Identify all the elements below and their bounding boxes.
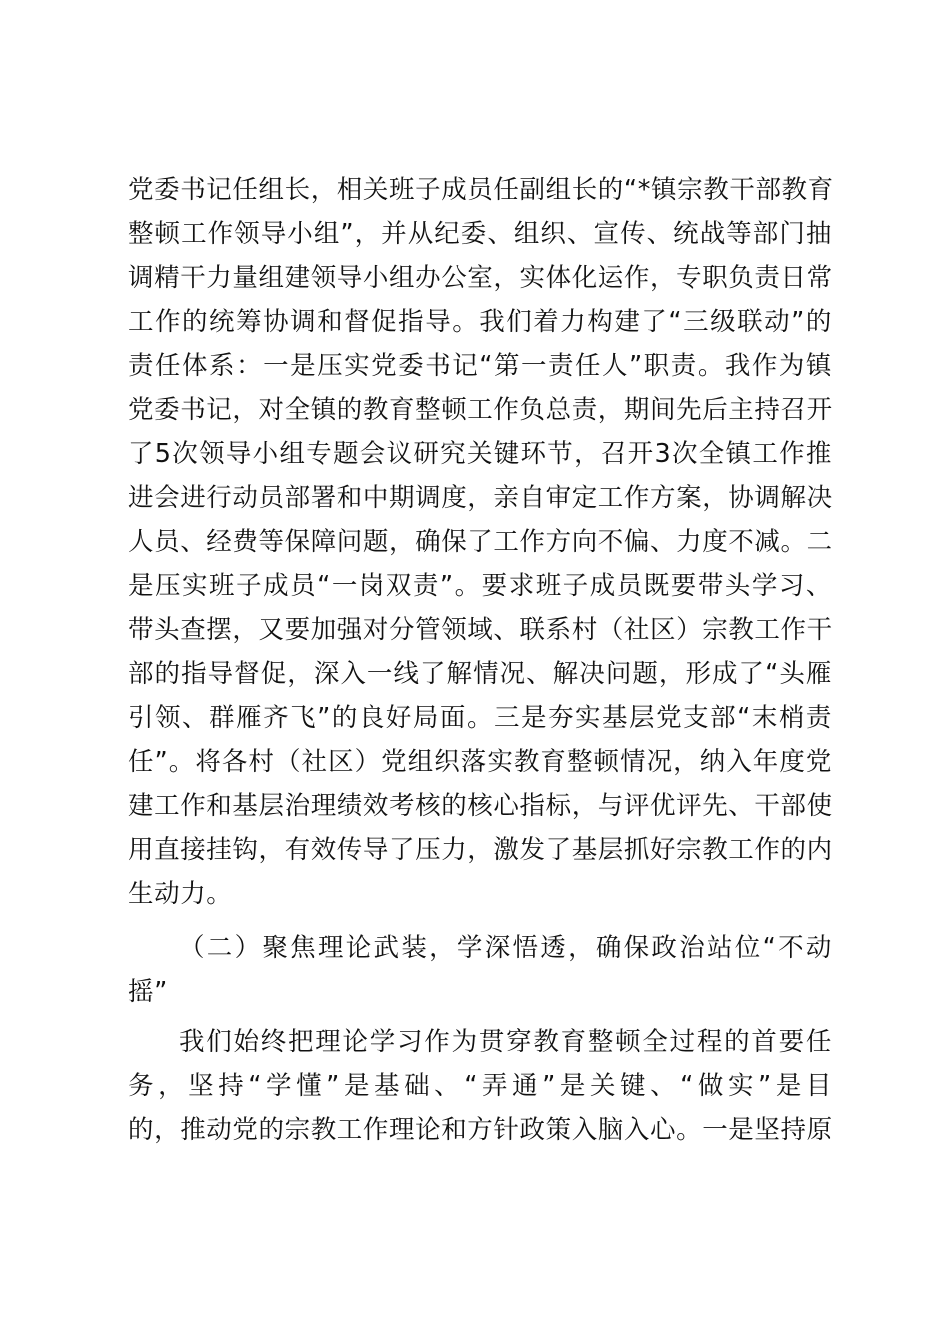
text-line: 任”。将各村（社区）党组织落实教育整顿情况，纳入年度党: [128, 747, 832, 777]
text-line: 生动力。: [128, 879, 233, 909]
document-body: [128, 168, 832, 1152]
text-line: 的，推动党的宗教工作理论和方针政策入脑入心。一是坚持原: [128, 1115, 833, 1145]
paragraph-theory-study: [128, 1020, 832, 1152]
text-line: 党委书记任组长，相关班子成员任副组长的“*镇宗教干部教育: [128, 175, 834, 205]
text-line: 整顿工作领导小组”，并从纪委、组织、宣传、统战等部门抽: [128, 219, 832, 249]
paragraph-responsibility-system: [128, 168, 832, 916]
text-line: 了5次领导小组专题会议研究关键环节，召开3次全镇工作推: [128, 439, 832, 469]
text-line: 调精干力量组建领导小组办公室，实体化运作，专职负责日常: [128, 263, 833, 293]
text-line: 进会进行动员部署和中期调度，亲自审定工作方案，协调解决: [128, 483, 833, 513]
heading-line: （二）聚焦理论武装，学深悟透，确保政治站位“不动: [179, 933, 832, 963]
text-line: 带头查摆，又要加强对分管领域、联系村（社区）宗教工作干: [128, 615, 833, 645]
text-line: 工作的统筹协调和督促指导。我们着力构建了“三级联动”的: [128, 307, 832, 337]
text-line: 部的指导督促，深入一线了解情况、解决问题，形成了“头雁: [128, 659, 832, 689]
text-line: 我们始终把理论学习作为贯穿教育整顿全过程的首要任: [179, 1027, 832, 1057]
text-line: 建工作和基层治理绩效考核的核心指标，与评优评先、干部使: [128, 791, 833, 821]
text-line: 用直接挂钩，有效传导了压力，激发了基层抓好宗教工作的内: [128, 835, 833, 865]
text-line: 引领、群雁齐飞”的良好局面。三是夯实基层党支部“末梢责: [128, 703, 832, 733]
heading-line: 摇”: [128, 977, 168, 1007]
section-heading: [128, 926, 832, 1014]
text-line: 人员、经费等保障问题，确保了工作方向不偏、力度不减。二: [128, 527, 833, 557]
text-line: 党委书记，对全镇的教育整顿工作负总责，期间先后主持召开: [128, 395, 833, 425]
text-line: 是压实班子成员“一岗双责”。要求班子成员既要带头学习、: [128, 571, 832, 601]
text-line: 务，坚持“学懂”是基础、“弄通”是关键、“做实”是目: [128, 1071, 832, 1101]
text-line: 责任体系：一是压实党委书记“第一责任人”职责。我作为镇: [128, 351, 832, 381]
paragraph-gap: [128, 916, 832, 922]
